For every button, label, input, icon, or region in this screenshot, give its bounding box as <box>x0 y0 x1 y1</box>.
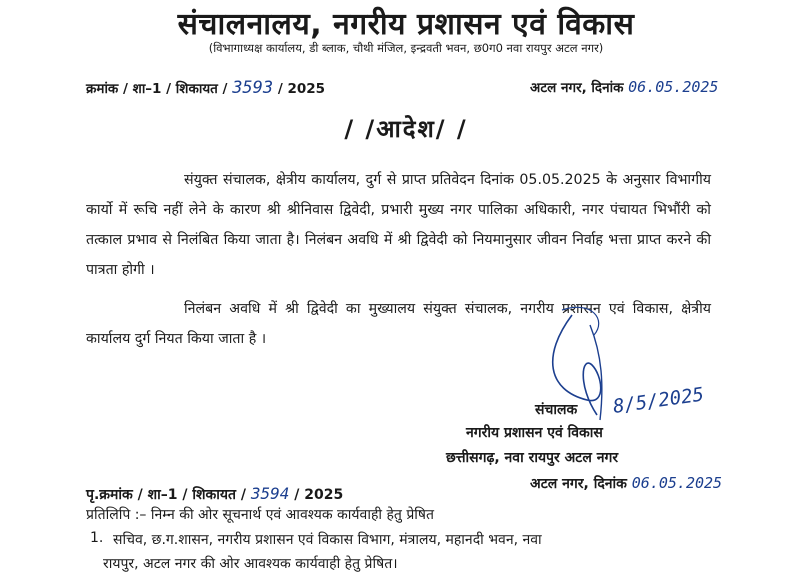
reference-date-line <box>530 78 718 96</box>
copy-to-item-line-1: सचिव, छ.ग.शासन, नगरीय प्रशासन एवं विकास विभाग, मंत्रालय, महानदी भवन, नवा <box>113 532 542 548</box>
department-address: (विभागाध्यक्ष कार्यालय, डी ब्लाक, चौथी मंजिल, इन्द्रवती भवन, छ0ग0 नवा रायपुर अटल नगर) <box>208 41 604 55</box>
copy-reference-date-line <box>530 474 722 493</box>
copy-reference-date-label: अटल नगर, दिनांक <box>530 476 627 492</box>
copy-reference-prefix: पृ.क्रमांक / शा–1 / शिकायत / <box>86 487 246 503</box>
copy-reference-date-handwritten: 06.05.2025 <box>631 474 723 492</box>
copy-reference-number-handwritten: 3594 <box>250 484 290 503</box>
signatory-department: नगरीय प्रशासन एवं विकास <box>466 425 603 441</box>
copy-to-item-line-2: रायपुर, अटल नगर की ओर आवश्यक कार्यवाही हेतु प्रेषित। <box>103 556 398 572</box>
order-title: / /आदेश/ / <box>344 115 468 143</box>
reference-prefix: क्रमांक / शा–1 / शिकायत / <box>86 81 228 97</box>
reference-date-label: अटल नगर, दिनांक <box>530 80 624 96</box>
reference-number-line <box>86 78 325 98</box>
copy-to-item-number: 1. <box>90 530 104 546</box>
order-paragraph-2: निलंबन अवधि में श्री द्विवेदी का मुख्यालय संयुक्त संचालक, नगरीय प्रशासन एवं विकास, क्षेत्रीय कार्यालय दुर्ग नियत किया जाता है । <box>86 301 711 347</box>
reference-date-handwritten: 06.05.2025 <box>628 78 719 96</box>
order-paragraph-1: संयुक्त संचालक, क्षेत्रीय कार्यालय, दुर्ग से प्राप्त प्रतिवेदन दिनांक 05.05.2025 के अनुसार विभागीय कार्यो में रूचि नहीं लेने के कारण श्री श्रीनिवास द्विवेदी, प्रभारी मुख्य नगर पालिका अधिकारी, नगर पंचायत भिभौंरी को तत्काल प्रभाव से निलंबित किया जाता है। निलंबन अवधि में श्री द्विवेदी को नियमानुसार जीवन निर्वाह भत्ता प्राप्त करने की पात्रता होगी । <box>86 172 711 278</box>
signatory-designation: संचालक <box>535 402 578 418</box>
copy-reference-year: / 2025 <box>294 487 344 503</box>
reference-year: / 2025 <box>277 81 326 97</box>
signature-date-text: 8/5/2025 <box>611 383 706 418</box>
department-title: संचालनालय, नगरीय प्रशासन एवं विकास <box>177 7 635 42</box>
copy-to-heading: प्रतिलिपि :– निम्न की ओर सूचनार्थ एवं आवश्यक कार्यवाही हेतु प्रेषित <box>86 507 434 523</box>
signatory-location: छत्तीसगढ़, नवा रायपुर अटल नगर <box>446 450 619 466</box>
copy-reference-number-line <box>86 484 343 504</box>
reference-number-handwritten: 3593 <box>232 78 274 98</box>
